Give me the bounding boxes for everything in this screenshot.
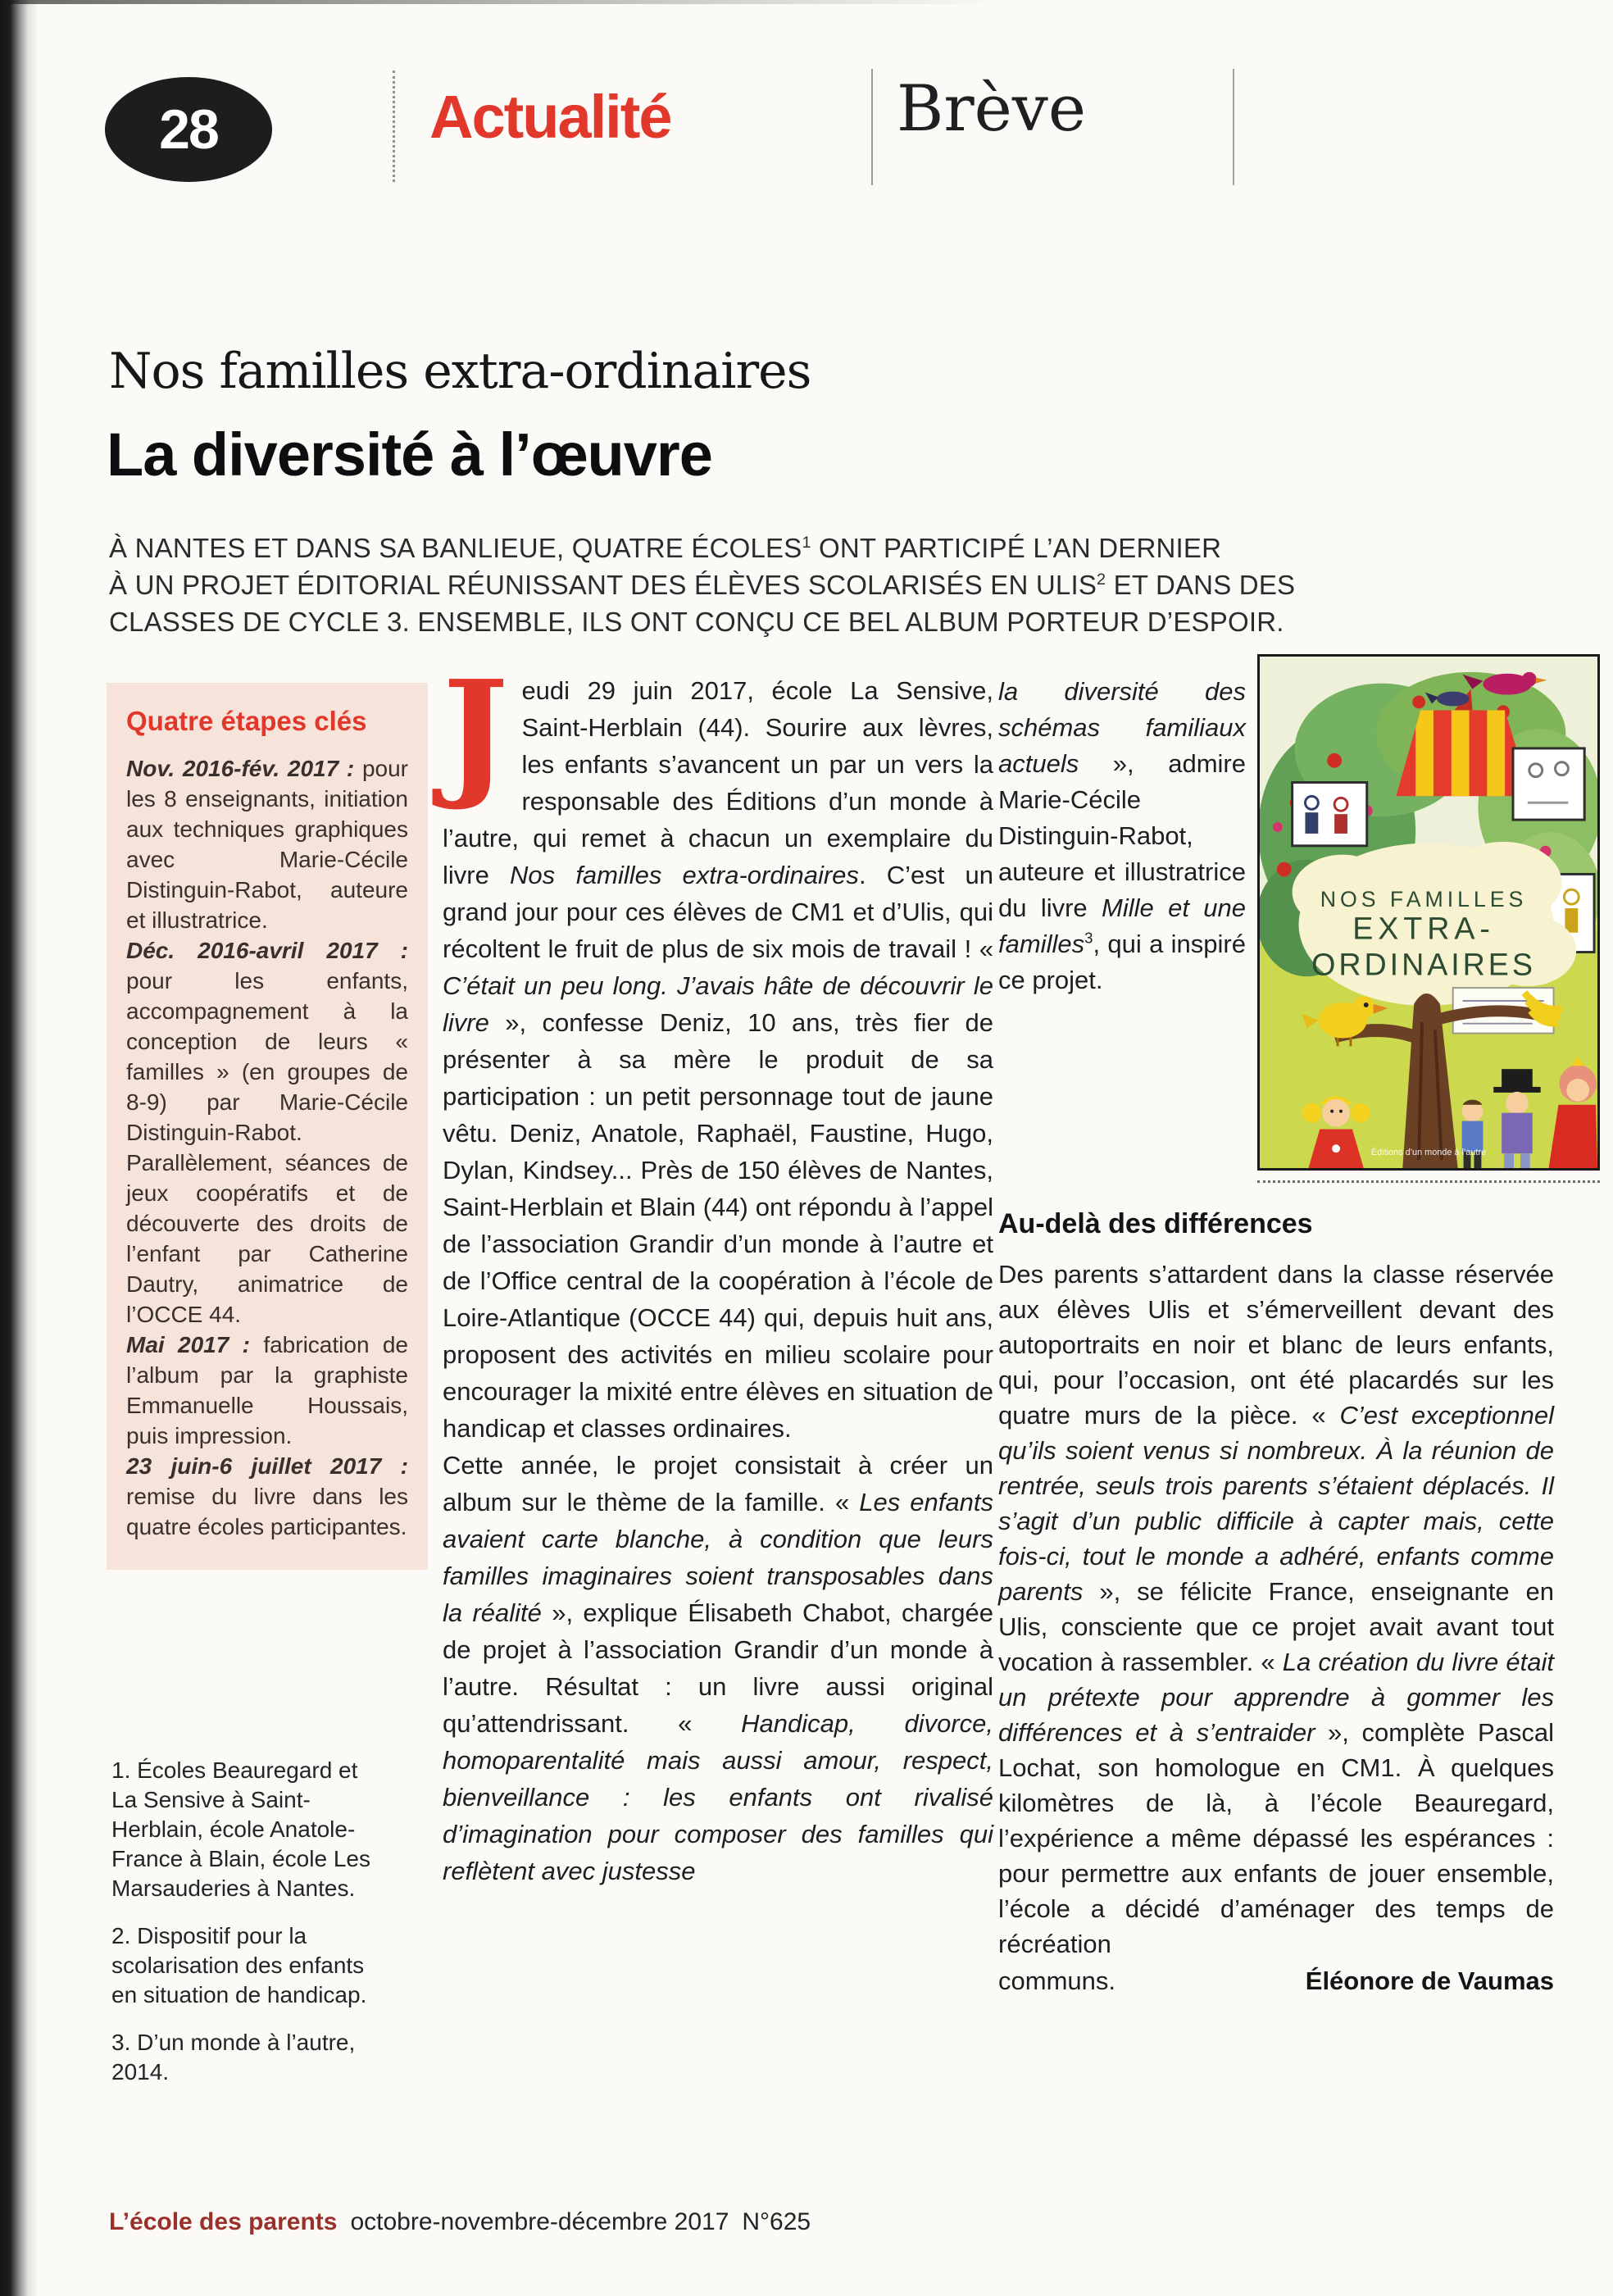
key-step-date: Déc. 2016-avril 2017 : — [126, 938, 408, 963]
key-steps-heading: Quatre étapes clés — [126, 706, 367, 736]
signature-line — [998, 1963, 1554, 1998]
key-step-4: 23 juin-6 juillet 2017 : remise du livre dans les quatre écoles participantes. — [126, 1453, 408, 1539]
body-paragraph-2: Cette année, le projet consistait à créer un album sur le thème de la famille. « Les enfants avaient carte blanche, à condition que leurs familles imaginaires soient transposables dans la réalité », explique Élisabeth Chabot, chargée de projet à l’association Grandir d’un monde à l’autre. Résultat : un livre aussi original qu’attendrissant. « Handicap, divorce, homoparentalité mais aussi amour, respect, bienveillance : les enfants ont rivalisé d’imagination pour composer des familles qui reflètent avec justesse — [443, 1451, 993, 1885]
cover-title-line2: EXTRA- — [1352, 911, 1495, 946]
image-dotted-rule — [1257, 1180, 1600, 1183]
article-kicker-title: Nos familles extra-ordinaires — [109, 343, 811, 400]
dropcap-letter: J — [443, 650, 509, 814]
key-step-1: Nov. 2016-fév. 2017 : pour les 8 enseignants, initiation aux techniques graphiques avec Marie-Cécile Distinguin-Rabot, auteure et illustratrice. — [126, 756, 408, 933]
body-paragraph-3: la diversité des schémas familiaux actuels », admire Marie-Cécile Distinguin-Rabot, auteure et illustratrice du livre Mille et une familles$^3$, qui a inspiré ce projet. — [998, 677, 1247, 994]
section-label: Actualité — [429, 83, 671, 151]
body-column-3 — [998, 1207, 1554, 1998]
footnote-1: 1. Écoles Beauregard et La Sensive à Saint-Herblain, école Anatole-France à Blain, école Les Marsauderies à Nantes. — [111, 1757, 370, 1901]
body-column-2 — [998, 674, 1246, 998]
header-divider-1 — [871, 69, 873, 185]
key-steps-box — [107, 683, 428, 1570]
body-column-1 — [443, 650, 993, 1889]
book-cover-illustration — [1260, 657, 1597, 1168]
key-step-3: Mai 2017 : fabrication de l’album par la graphiste Emmanuelle Houssais, puis impression. — [126, 1332, 408, 1448]
cover-title-line3: ORDINAIRES — [1311, 947, 1536, 982]
header-divider-2 — [1233, 69, 1234, 185]
paragraph-last-word: communs. — [998, 1966, 1115, 1995]
cover-publisher: Éditions d’un monde à l’autre — [1370, 1148, 1487, 1158]
cover-title-line1: NOS FAMILLES — [1320, 887, 1528, 912]
article-lead: À NANTES ET DANS SA BANLIEUE, QUATRE ÉCOLES$^1$ ONT PARTICIPÉ L’AN DERNIER À UN PROJET ÉDITORIAL RÉUNISSANT DES ÉLÈVES SCOLARISÉS EN ULIS$^2$ ET DANS DES CLASSES DE CYCLE 3. ENSEMBLE, ILS ONT CONÇU CE BEL ALBUM PORTEUR D’ESPOIR. — [109, 533, 1296, 637]
key-step-2: Déc. 2016-avril 2017 : pour les enfants, accompagnement à la conception de leurs « familles » (en groupes de 8-9) par Marie-Cécile Distinguin-Rabot. Parallèlement, séances de jeux coopératifs et de découverte des droits de l’enfant par Catherine Dautry, animatrice de l’OCCE 44. — [126, 938, 408, 1327]
book-cover-image — [1257, 654, 1600, 1171]
key-step-date: Mai 2017 : — [126, 1332, 250, 1357]
issue-number: N°625 — [742, 2208, 811, 2235]
page-number-badge — [105, 77, 272, 182]
magazine-brand: L’école des parents — [109, 2208, 338, 2235]
key-step-date: 23 juin-6 juillet 2017 : — [126, 1453, 408, 1479]
body-paragraph-4: Des parents s’attardent dans la classe réservée aux élèves Ulis et s’émerveillent devant des autoportraits en noir et blanc de leurs enfants, qui, pour l’occasion, ont été placardés sur les quatre murs de la pièce. « C’est exceptionnel qu’ils soient venus si nombreux. À la réunion de rentrée, seuls trois parents s’étaient déplacés. Il s’agit d’un public difficile à capter mais, cette fois-ci, tout le monde a adhéré, enfants comme parents », se félicite France, enseignante en Ulis, consciente que ce projet avait avant tout vocation à rassembler. « La création du livre était un prétexte pour apprendre à gommer les différences et à s’entraider », complète Pascal Lochat, son homologue en CM1. À quelques kilomètres de là, à l’école Beauregard, l’expérience a même dépassé les espérances : pour permettre aux enfants de jouer ensemble, l’école a décidé d’aménager des temps de récréation — [998, 1260, 1554, 1958]
footnotes — [111, 1756, 387, 2105]
article-title: La diversité à l’œuvre — [107, 421, 712, 489]
body-paragraph-1: Jeudi 29 juin 2017, école La Sensive, Saint-Herblain (44). Sourire aux lèvres, les enfants s’avancent un par un vers la responsable des Éditions d’un monde à l’autre, qui remet à chacun un exemplaire du livre Nos familles extra-ordinaires. C’est un grand jour pour ces élèves de CM1 et d’Ulis, qui récoltent le fruit de plus de six mois de travail ! « C’était un peu long. J’avais hâte de découvrir le livre », confesse Deniz, 10 ans, très fier de présenter à sa mère le produit de sa participation : un petit personnage tout de jaune vêtu. Deniz, Anatole, Raphaël, Faustine, Hugo, Dylan, Kindsey... Près de 150 élèves de Nantes, Saint-Herblain et Blain (44) ont répondu à l’appel de l’association Grandir d’un monde à l’autre et de l’Office central de la coopération à l’école de Loire-Atlantique (OCCE 44) qui, depuis huit ans, proposent des activités en milieu scolaire pour encourager la mixité entre élèves en situation de handicap et classes ordinaires. — [443, 650, 993, 1443]
author-byline: Éléonore de Vaumas — [1305, 1966, 1554, 1995]
scan-edge-top — [0, 0, 1000, 4]
footnote-3: 3. D’un monde à l’autre, 2014. — [111, 2030, 356, 2085]
header-dotted-divider — [393, 70, 395, 182]
rubric-label: Brève — [897, 72, 1086, 146]
page-footer — [109, 2208, 811, 2236]
scan-edge — [0, 0, 38, 2296]
section-heading: Au-delà des différences — [998, 1208, 1313, 1239]
key-step-date: Nov. 2016-fév. 2017 : — [126, 756, 355, 781]
issue-date: octobre-novembre-décembre 2017 — [350, 2208, 729, 2235]
key-steps-list — [126, 753, 408, 1542]
page-number: 28 — [159, 98, 218, 161]
footnote-2: 2. Dispositif pour la scolarisation des enfants en situation de handicap. — [111, 1923, 367, 2007]
